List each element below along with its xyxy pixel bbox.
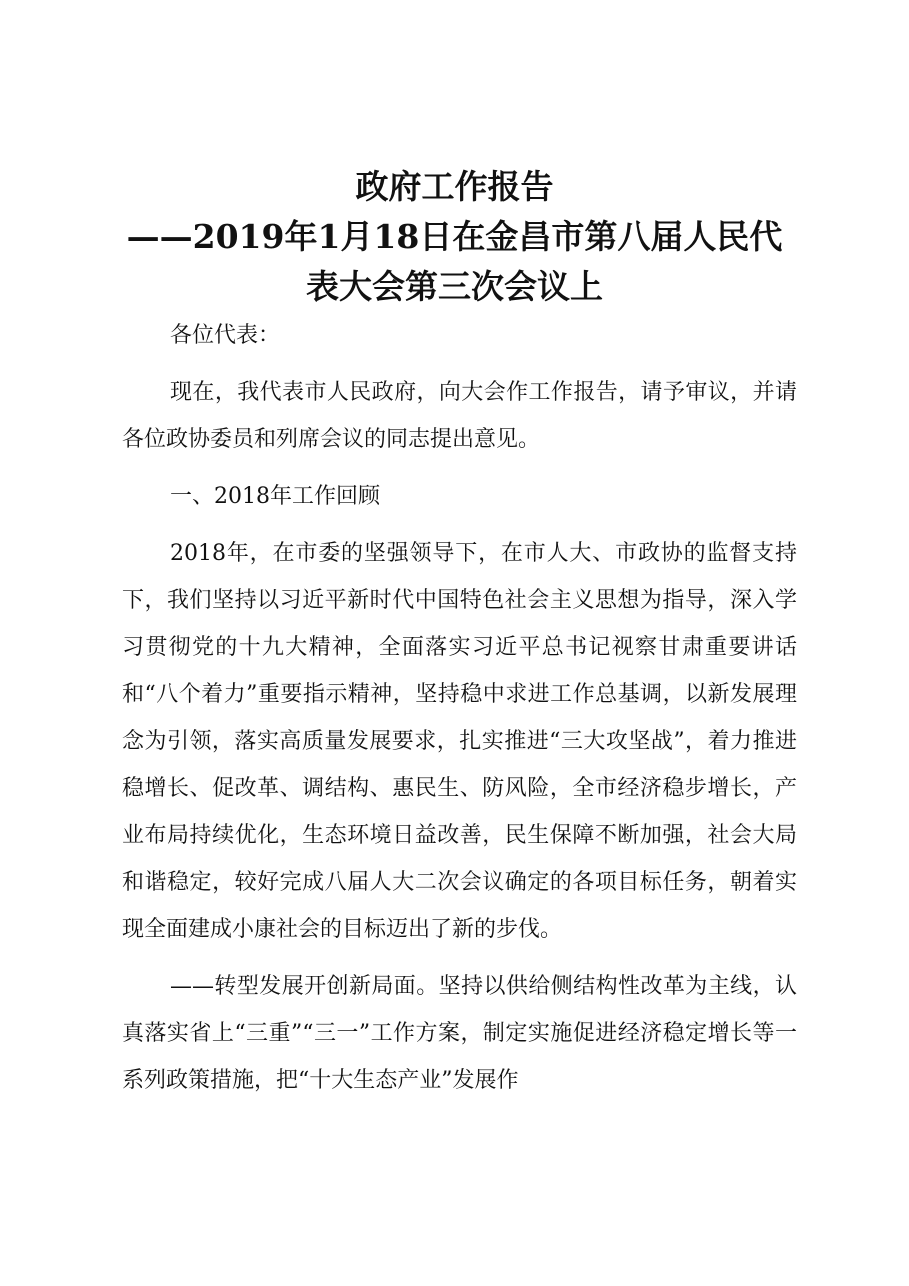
title-line-2: ——2019年1月18日在金昌市第八届人民代 — [126, 217, 783, 256]
body-paragraph-1: 2018年，在市委的坚强领导下，在市人大、市政协的监督支持下，我们坚持以习近平新时代中国特色社会主义思想为指导，深入学习贯彻党的十九大精神，全面落实习近平总书记视察甘肃重要讲话和“八个着力”重要指示精神，坚持稳中求进工作总基调，以新发展理念为引领，落实高质量发展要求，扎实推进“三大攻坚战”，着力推进稳增长、促改革、调结构、惠民生、防风险，全市经济稳步增长，产业布局持续优化，生态环境日益改善，民生保障不断加强，社会大局和谐稳定，较好完成八届人大二次会议确定的各项目标任务，朝着实现全面建成小康社会的目标迈出了新的步伐。 — [122, 541, 797, 942]
greeting: 各位代表： — [170, 323, 281, 348]
section-heading: 一、2018年工作回顾 — [170, 484, 380, 509]
document-body — [122, 312, 797, 1104]
body-paragraph-2: ——转型发展开创新局面。坚持以供给侧结构性改革为主线，认真落实省上“三重”“三一”工作方案，制定实施促进经济稳定增长等一系列政策措施，把“十大生态产业”发展作 — [122, 974, 797, 1093]
title-line-3: 表大会第三次会议上 — [306, 267, 603, 306]
intro-paragraph: 现在，我代表市人民政府，向大会作工作报告，请予审议，并请各位政协委员和列席会议的同志提出意见。 — [122, 380, 797, 452]
document-title — [110, 162, 799, 312]
title-line-1: 政府工作报告 — [355, 167, 554, 206]
